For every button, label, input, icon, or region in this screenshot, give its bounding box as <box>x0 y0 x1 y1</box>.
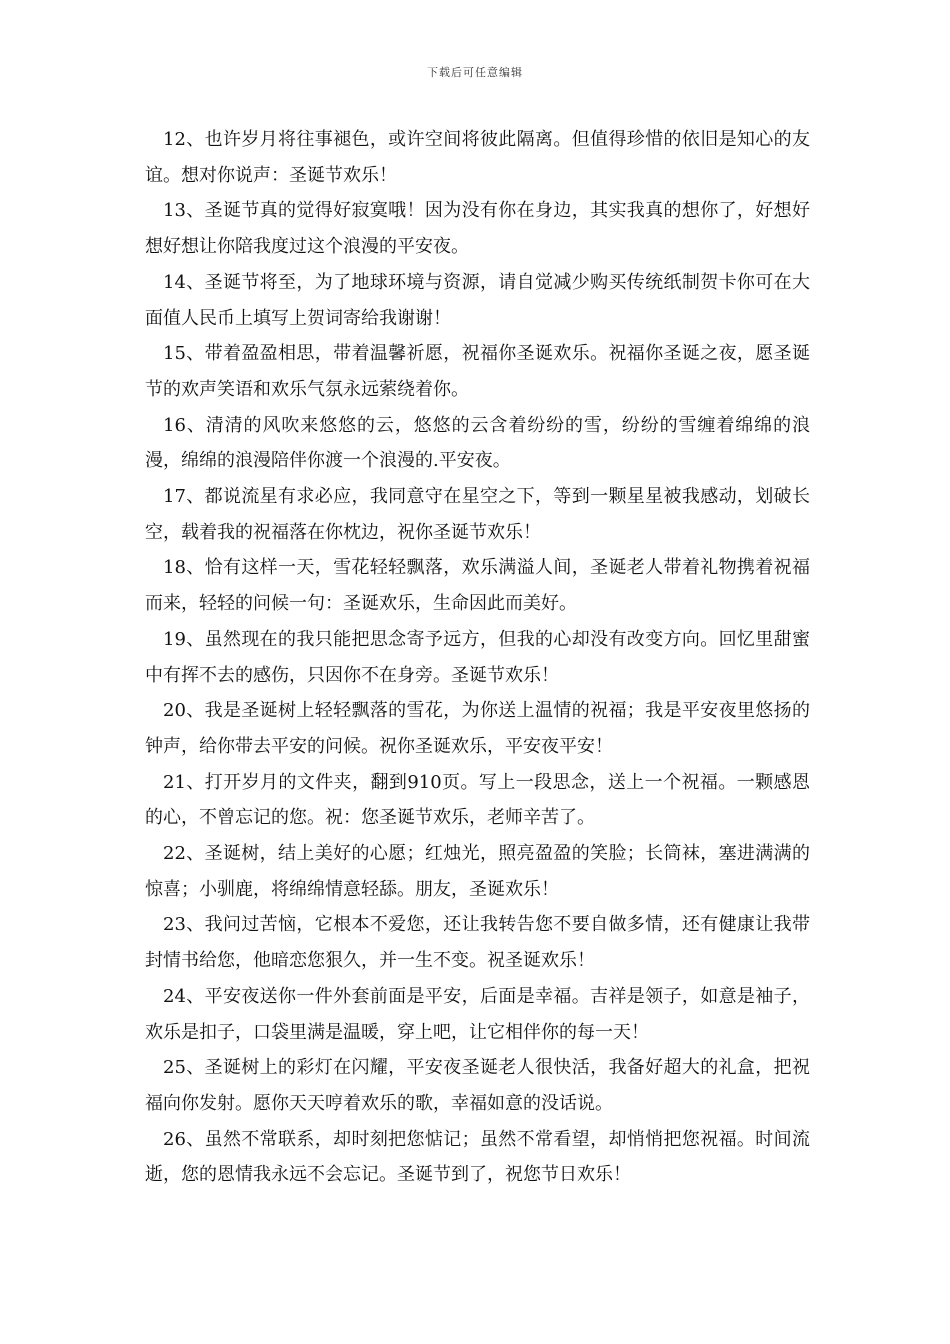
paragraph-18: 18、恰有这样一天，雪花轻轻飘落，欢乐满溢人间，圣诞老人带着礼物携着祝福而来，轻轻的问候一句：圣诞欢乐，生命因此而美好。 <box>145 557 810 615</box>
paragraph-14: 14、圣诞节将至，为了地球环境与资源，请自觉减少购买传统纸制贺卡你可在大面值人民币上填写上贺词寄给我谢谢！ <box>145 271 810 329</box>
paragraph-16: 16、清清的风吹来悠悠的云，悠悠的云含着纷纷的雪，纷纷的雪缠着绵绵的浪漫，绵绵的浪漫陪伴你渡一个浪漫的.平安夜。 <box>145 414 810 472</box>
paragraph-25: 25、圣诞树上的彩灯在闪耀，平安夜圣诞老人很快活，我备好超大的礼盒，把祝福向你发射。愿你天天哼着欢乐的歌，幸福如意的没话说。 <box>145 1057 810 1114</box>
paragraph-19: 19、虽然现在的我只能把思念寄予远方，但我的心却没有改变方向。回忆里甜蜜中有挥不去的感伤，只因你不在身旁。圣诞节欢乐！ <box>145 628 810 686</box>
paragraph-21: 21、打开岁月的文件夹，翻到910页。写上一段思念，送上一个祝福。一颗感恩的心，不曾忘记的您。祝：您圣诞节欢乐，老师辛苦了。 <box>145 771 810 829</box>
paragraph-20: 20、我是圣诞树上轻轻飘落的雪花，为你送上温情的祝福；我是平安夜里悠扬的钟声，给你带去平安的问候。祝你圣诞欢乐，平安夜平安！ <box>145 700 810 757</box>
paragraph-12: 12、也许岁月将往事褪色，或许空间将彼此隔离。但值得珍惜的依旧是知心的友谊。想对你说声：圣诞节欢乐！ <box>145 129 810 186</box>
paragraph-15: 15、带着盈盈相思，带着温馨祈愿，祝福你圣诞欢乐。祝福你圣诞之夜，愿圣诞节的欢声笑语和欢乐气氛永远萦绕着你。 <box>145 343 810 400</box>
paragraph-24: 24、平安夜送你一件外套前面是平安，后面是幸福。吉祥是领子，如意是袖子，欢乐是扣子，口袋里满是温暖，穿上吧，让它相伴你的每一天！ <box>145 985 810 1043</box>
paragraph-22: 22、圣诞树，结上美好的心愿；红烛光，照亮盈盈的笑脸；长筒袜，塞进满满的惊喜；小驯鹿，将绵绵情意轻舔。朋友，圣诞欢乐！ <box>145 843 810 900</box>
page-header: 下载后可任意编辑 <box>427 66 523 79</box>
paragraph-17: 17、都说流星有求必应，我同意守在星空之下，等到一颗星星被我感动，划破长空，载着我的祝福落在你枕边，祝你圣诞节欢乐！ <box>145 486 810 543</box>
paragraph-13: 13、圣诞节真的觉得好寂寞哦！因为没有你在身边，其实我真的想你了，好想好想好想让你陪我度过这个浪漫的平安夜。 <box>145 200 810 258</box>
document-body <box>145 122 810 1193</box>
paragraph-26: 26、虽然不常联系，却时刻把您惦记；虽然不常看望，却悄悄把您祝福。时间流逝，您的恩情我永远不会忘记。圣诞节到了，祝您节日欢乐！ <box>145 1128 810 1186</box>
paragraph-23: 23、我问过苦恼，它根本不爱您，还让我转告您不要自做多情，还有健康让我带封情书给您，他暗恋您狠久，并一生不变。祝圣诞欢乐！ <box>145 914 810 972</box>
